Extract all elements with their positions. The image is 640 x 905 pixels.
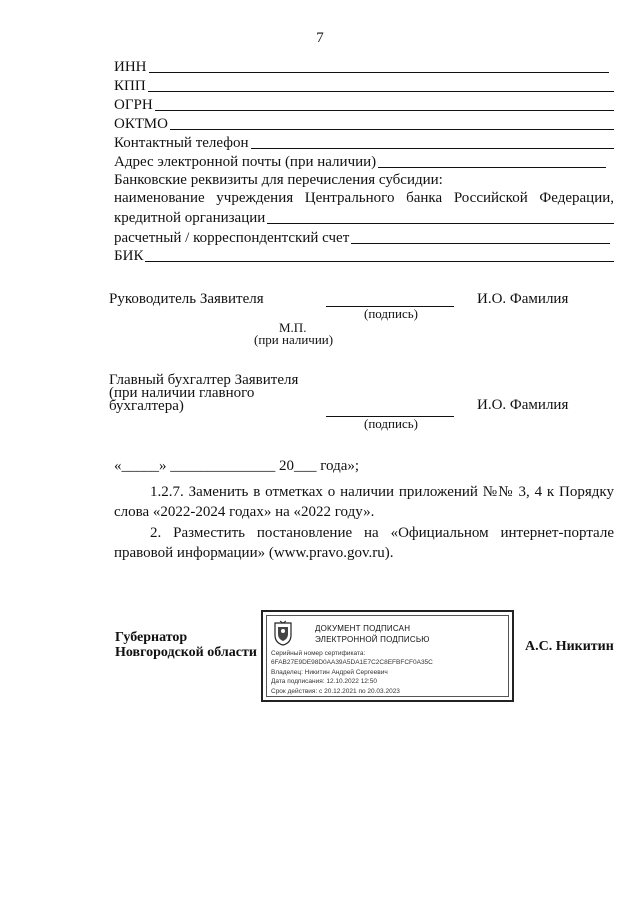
credit-org-label: кредитной организации [114, 210, 266, 226]
email-blank [378, 153, 606, 168]
mp-label: М.П. [279, 320, 307, 335]
stamp-serial-label: Серийный номер сертификата: [271, 650, 366, 657]
kpp-blank [148, 77, 614, 92]
stamp-signed-date: Дата подписания: 12.10.2022 12:50 [271, 678, 377, 685]
bik-blank [145, 247, 614, 262]
paragraph-1-line2: слова «2022-2024 годах» на «2022 году». [114, 504, 375, 520]
head-title: Руководитель Заявителя [109, 291, 264, 307]
mp-note: (при наличии) [254, 332, 334, 347]
ogrn-label: ОГРН [114, 97, 153, 113]
credit-org-field [114, 207, 614, 227]
stamp-validity: Срок действия: с 20.12.2021 по 20.03.2023 [271, 688, 400, 695]
bank-line1: наименование учреждения Центрального банка Российской Федерации, [114, 190, 614, 206]
account-blank [351, 229, 610, 244]
paragraph-2-line2: правовой информации» (www.pravo.gov.ru). [114, 545, 394, 561]
date-line: «_____» ______________ 20___ года»; [114, 458, 360, 474]
electronic-signature-stamp [261, 610, 514, 702]
accountant-title-line3: бухгалтера) [109, 398, 184, 414]
account-field [114, 227, 610, 247]
kpp-label: КПП [114, 78, 146, 94]
kpp-field [114, 75, 614, 95]
governor-title-line1: Губернатор [115, 630, 188, 645]
accountant-title-line2: (при наличии главного [109, 385, 255, 401]
page-number: 7 [316, 30, 324, 46]
phone-blank [251, 134, 615, 149]
stamp-title-line2: ЭЛЕКТРОННОЙ ПОДПИСЬЮ [315, 635, 430, 644]
credit-org-blank [267, 209, 614, 224]
accountant-title-line1: Главный бухгалтер Заявителя [109, 372, 299, 388]
accountant-signature-caption: (подпись) [364, 416, 418, 431]
phone-field [114, 132, 614, 152]
inn-blank [149, 58, 610, 73]
stamp-owner: Владелец: Никитин Андрей Сергеевич [271, 669, 388, 676]
stamp-serial: 6FAB27E9DE98D0AA39A5DA1E7C2C8EFBFCF0A35C [271, 659, 433, 666]
accountant-name: И.О. Фамилия [477, 397, 569, 413]
stamp-title-line1: ДОКУМЕНТ ПОДПИСАН [315, 624, 411, 633]
oktmo-label: ОКТМО [114, 116, 168, 132]
oktmo-field [114, 113, 614, 133]
governor-title-line2: Новгородской области [115, 645, 257, 660]
stamp-inner-frame [266, 615, 509, 697]
head-name: И.О. Фамилия [477, 291, 569, 307]
head-signature-caption: (подпись) [364, 306, 418, 321]
account-label: расчетный / корреспондентский счет [114, 230, 350, 246]
inn-label: ИНН [114, 59, 147, 75]
paragraph-2-line1: 2. Разместить постановление на «Официальном интернет-портале [150, 525, 614, 541]
inn-field [114, 56, 609, 76]
bank-heading: Банковские реквизиты для перечисления субсидии: [114, 172, 443, 188]
email-field [114, 151, 606, 171]
phone-label: Контактный телефон [114, 135, 249, 151]
bik-label: БИК [114, 248, 144, 264]
governor-name: А.С. Никитин [525, 639, 614, 654]
paragraph-1-line1: 1.2.7. Заменить в отметках о наличии приложений №№ 3, 4 к Порядку [150, 484, 614, 500]
email-label: Адрес электронной почты (при наличии) [114, 154, 377, 170]
ogrn-blank [155, 96, 614, 111]
coat-of-arms-icon [273, 620, 293, 646]
bik-field [114, 245, 614, 265]
oktmo-blank [170, 115, 614, 130]
ogrn-field [114, 94, 614, 114]
